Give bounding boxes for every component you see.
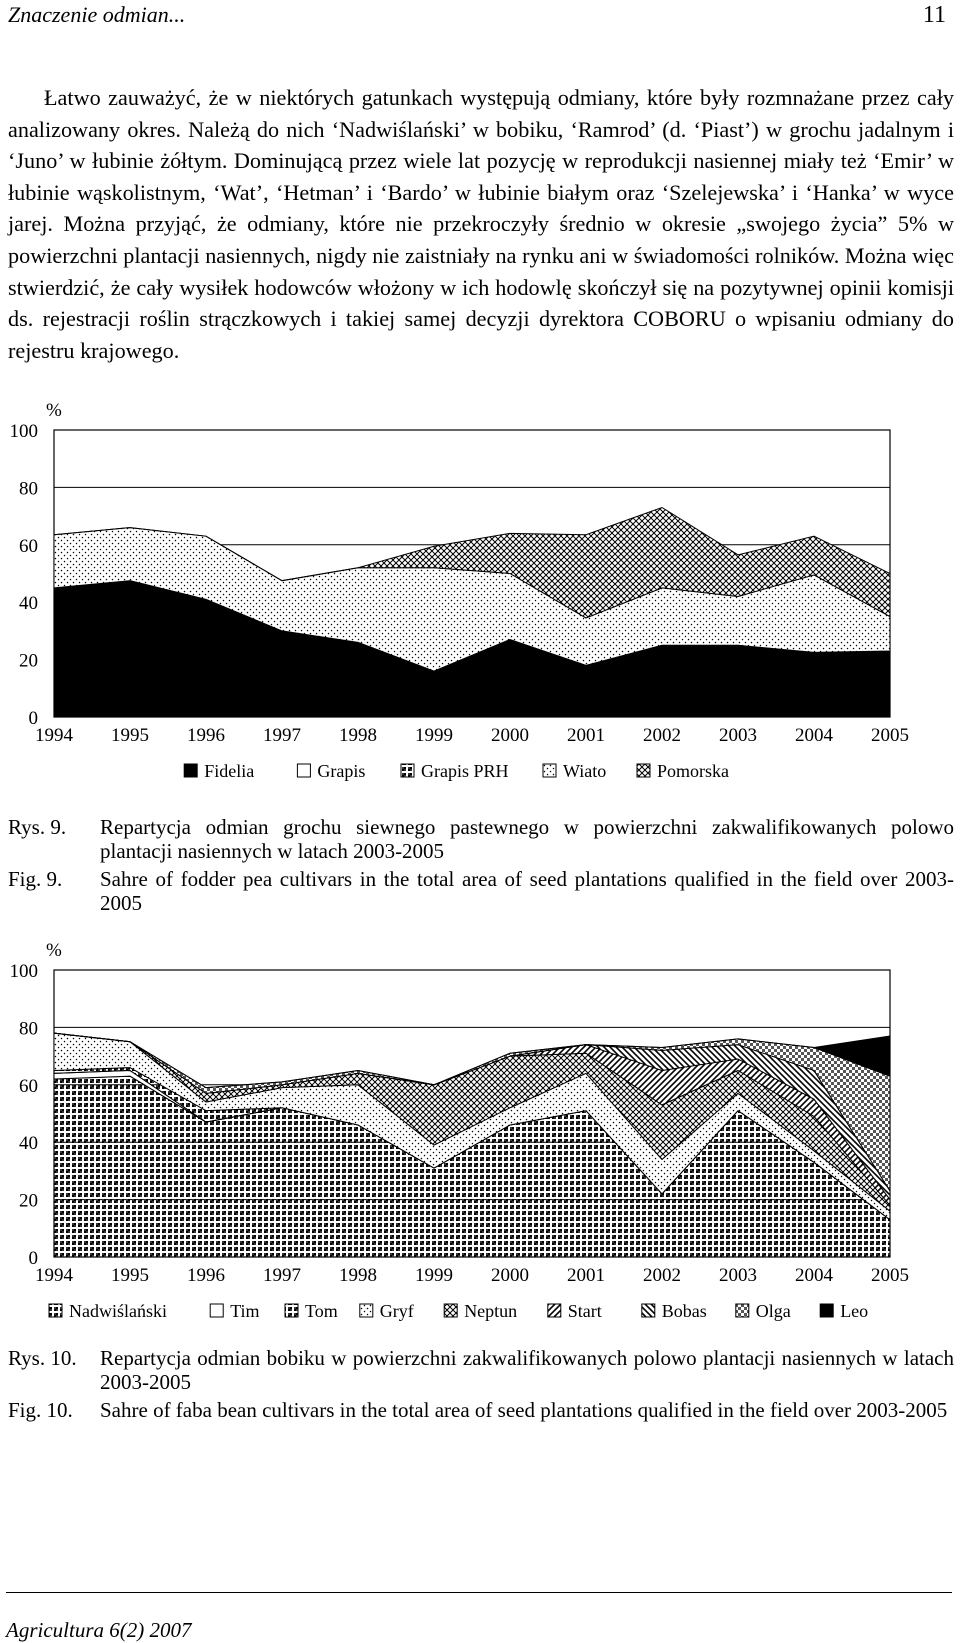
legend-swatch bbox=[736, 1304, 749, 1317]
legend-swatch bbox=[820, 1304, 833, 1317]
y-tick-label: 60 bbox=[19, 535, 38, 557]
legend-label: Pomorska bbox=[657, 761, 729, 781]
x-tick-label: 1997 bbox=[263, 1265, 301, 1286]
caption-text-pl: Repartycja odmian grochu siewnego pastewnego w powierzchni zakwalifikowanych polowo plantacji nasiennych w latach 2003-2005 bbox=[100, 815, 954, 863]
legend-label: Wiato bbox=[563, 761, 607, 781]
caption-fig9 bbox=[8, 815, 954, 919]
legend-swatch bbox=[285, 1304, 298, 1317]
y-tick-label: 80 bbox=[19, 1018, 38, 1040]
x-tick-label: 2001 bbox=[567, 725, 605, 746]
x-tick-label: 1994 bbox=[35, 725, 73, 746]
x-tick-label: 1994 bbox=[35, 1265, 73, 1286]
y-tick-label: 0 bbox=[28, 1248, 38, 1269]
x-tick-label: 2004 bbox=[795, 725, 833, 746]
y-tick-label: 20 bbox=[19, 1190, 38, 1212]
x-tick-label: 1997 bbox=[263, 725, 301, 746]
legend-swatch bbox=[210, 1304, 223, 1317]
y-tick-label: 40 bbox=[19, 1133, 38, 1155]
caption-label-en: Fig. 10. bbox=[8, 1398, 73, 1422]
x-tick-label: 2005 bbox=[871, 1265, 909, 1286]
x-tick-label: 2005 bbox=[871, 725, 909, 746]
caption-text-en: Sahre of fodder pea cultivars in the total area of seed plantations qualified in the field over 2003-2005 bbox=[100, 867, 954, 915]
legend-label: Leo bbox=[840, 1301, 869, 1321]
legend-swatch bbox=[543, 764, 556, 777]
caption-label-en: Fig. 9. bbox=[8, 867, 63, 891]
x-tick-label: 1999 bbox=[415, 725, 453, 746]
y-tick-label: 100 bbox=[9, 421, 38, 442]
journal-footer: Agricultura 6(2) 2007 bbox=[6, 1618, 192, 1642]
x-tick-label: 2003 bbox=[719, 725, 757, 746]
x-tick-label: 2003 bbox=[719, 1265, 757, 1286]
legend-swatch bbox=[184, 764, 197, 777]
y-tick-label: 20 bbox=[19, 650, 38, 672]
legend-label: Tom bbox=[305, 1301, 338, 1321]
legend-label: Fidelia bbox=[204, 761, 255, 781]
caption-text-en: Sahre of faba bean cultivars in the total area of seed plantations qualified in the field over 2003-2005 bbox=[100, 1398, 948, 1422]
y-axis-label: % bbox=[46, 400, 62, 421]
x-tick-label: 1996 bbox=[187, 725, 225, 746]
legend-swatch bbox=[297, 764, 310, 777]
x-tick-label: 2000 bbox=[491, 1265, 529, 1286]
caption-fig10 bbox=[8, 1346, 954, 1426]
chart-fodder-pea bbox=[0, 395, 960, 795]
page-number: 11 bbox=[922, 2, 946, 28]
legend-label: Grapis PRH bbox=[421, 761, 509, 781]
y-tick-label: 100 bbox=[9, 961, 38, 982]
y-tick-label: 40 bbox=[19, 593, 38, 615]
x-tick-label: 1996 bbox=[187, 1265, 225, 1286]
legend-label: Olga bbox=[755, 1301, 791, 1321]
y-tick-label: 0 bbox=[28, 708, 38, 729]
legend-label: Start bbox=[567, 1301, 602, 1321]
y-axis-label: % bbox=[46, 940, 62, 961]
x-tick-label: 1998 bbox=[339, 1265, 377, 1286]
caption-label-pl: Rys. 9. bbox=[8, 815, 67, 839]
legend-label: Grapis bbox=[317, 761, 366, 781]
x-tick-label: 1995 bbox=[111, 725, 149, 746]
x-tick-label: 1998 bbox=[339, 725, 377, 746]
legend-swatch bbox=[401, 764, 414, 777]
footer-rule bbox=[6, 1592, 952, 1593]
x-tick-label: 2002 bbox=[643, 1265, 681, 1286]
y-tick-label: 80 bbox=[19, 478, 38, 500]
legend-swatch bbox=[444, 1304, 457, 1317]
x-tick-label: 1999 bbox=[415, 1265, 453, 1286]
body-paragraph: Łatwo zauważyć, że w niektórych gatunkach występują odmiany, które były rozmnażane przez cały analizowany okres. Należą do nich ‘Nadwiślański’ w bobiku, ‘Ramrod’ (d. ‘Piast’) w grochu jadalnym i ‘Juno’ w łubinie żółtym. Dominującą przez wiele lat pozycję w reprodukcji nasiennej miały też ‘Emir’ w łubinie wąskolistnym, ‘Wat’, ‘Hetman’ i ‘Bardo’ w łubinie białym oraz ‘Szelejewska’ i ‘Hanka’ w wyce jarej. Można przyjąć, że odmiany, które nie przekroczyły średnio w okresie „swojego życia” 5% w powierzchni plantacji nasiennych, nigdy nie zaistniały na rynku ani w świadomości rolników. Można więc stwierdzić, że cały wysiłek hodowców włożony w ich hodowlę skończył się na pozytywnej opinii komisji ds. rejestracji roślin strączkowych i takiej samej decyzji dyrektora COBORU o wpisaniu odmiany do rejestru krajowego. bbox=[8, 85, 954, 363]
x-tick-label: 2001 bbox=[567, 1265, 605, 1286]
legend-label: Bobas bbox=[661, 1301, 707, 1321]
chart-faba-bean bbox=[0, 935, 960, 1335]
caption-label-pl: Rys. 10. bbox=[8, 1346, 77, 1370]
legend-swatch bbox=[637, 764, 650, 777]
x-tick-label: 2000 bbox=[491, 725, 529, 746]
legend-label: Nadwiślański bbox=[69, 1301, 167, 1321]
legend-label: Neptun bbox=[464, 1301, 518, 1321]
x-tick-label: 1995 bbox=[111, 1265, 149, 1286]
y-tick-label: 60 bbox=[19, 1075, 38, 1097]
legend-swatch bbox=[49, 1304, 62, 1317]
legend-label: Gryf bbox=[379, 1301, 414, 1321]
legend-swatch bbox=[360, 1304, 373, 1317]
legend-swatch bbox=[548, 1304, 561, 1317]
caption-text-pl: Repartycja odmian bobiku w powierzchni zakwalifikowanych polowo plantacji nasiennych w latach 2003-2005 bbox=[100, 1346, 954, 1394]
legend-label: Tim bbox=[230, 1301, 260, 1321]
x-tick-label: 2004 bbox=[795, 1265, 833, 1286]
running-title: Znaczenie odmian... bbox=[8, 2, 186, 27]
x-tick-label: 2002 bbox=[643, 725, 681, 746]
legend-swatch bbox=[642, 1304, 655, 1317]
